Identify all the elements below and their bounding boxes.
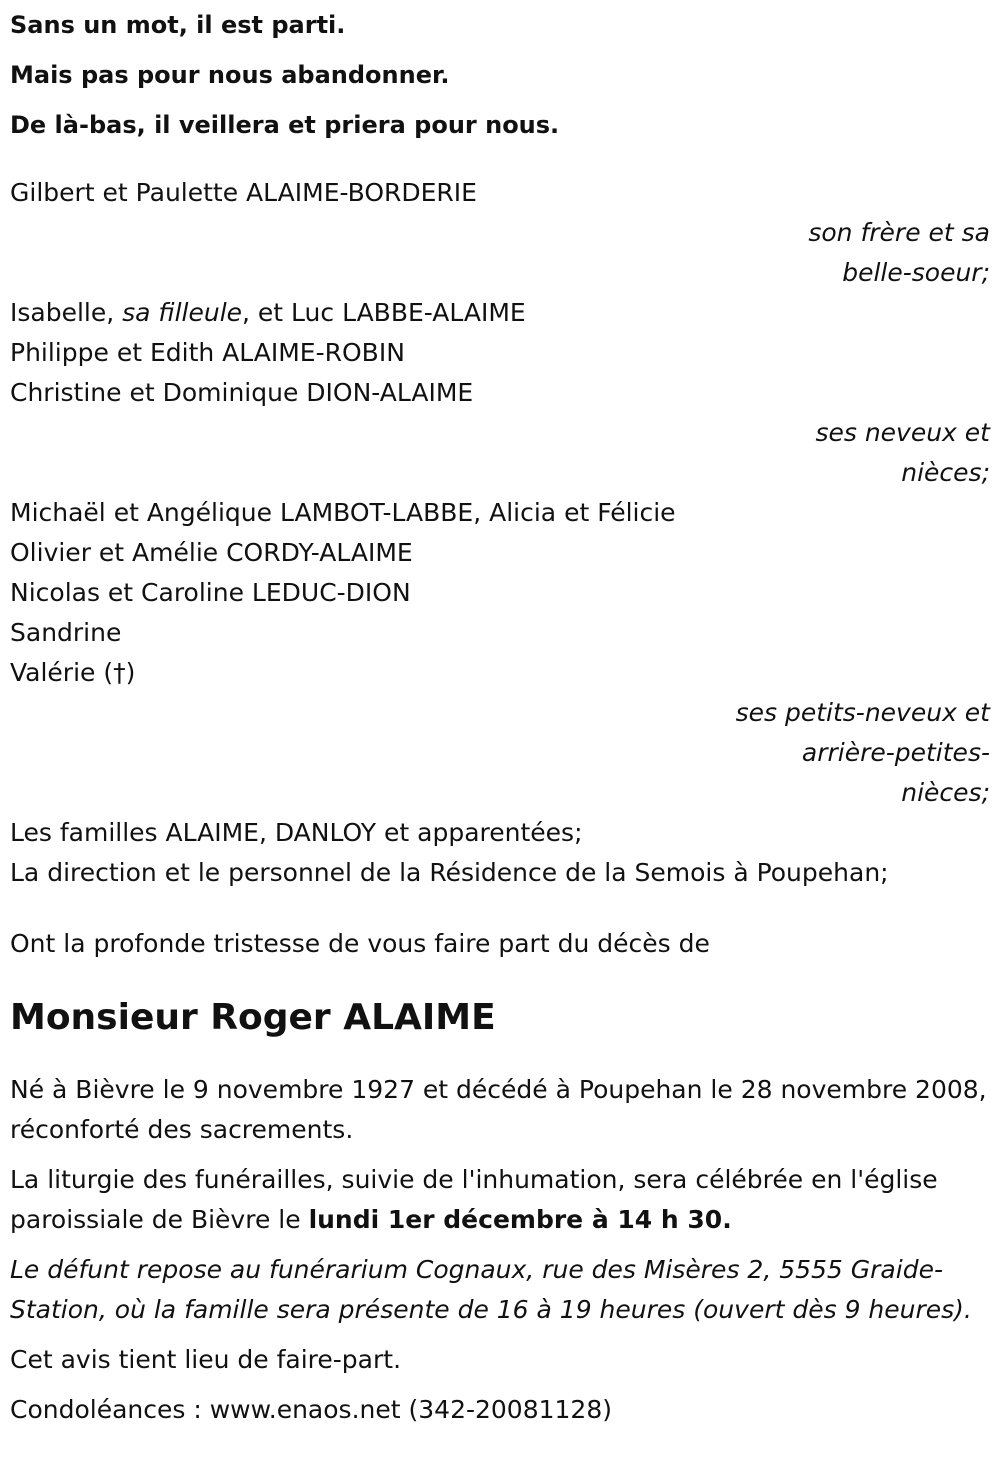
birth-death-info: Né à Bièvre le 9 novembre 1927 et décédé à Poupehan le 28 novembre 2008, réconforté des sacrements. (10, 1075, 987, 1144)
family-role: son frère et sa (808, 218, 990, 247)
announcement: Ont la profonde tristesse de vous faire part du décès de (10, 929, 710, 958)
obituary-notice (10, 0, 990, 1430)
family-role: ses petits-neveux et (735, 698, 990, 727)
funeral-text: La liturgie des funérailles, suivie de l'inhumation, sera célébrée en l'église paroissiale de Bièvre le (10, 1165, 938, 1234)
funeral-date: lundi 1er décembre à 14 h 30. (308, 1205, 732, 1234)
condolences-text: Condoléances : www.enaos.net (342-20081128) (10, 1395, 612, 1424)
family-role: arrière-petites- (801, 738, 990, 767)
family-others: La direction et le personnel de la Résidence de la Semois à Poupehan; (10, 858, 889, 887)
family-nephew: Philippe et Edith ALAIME-ROBIN (10, 338, 405, 367)
family-brother: Gilbert et Paulette ALAIME-BORDERIE (10, 178, 477, 207)
family-grand-nephew: Sandrine (10, 618, 122, 647)
rest-place-info: Le défunt repose au funérarium Cognaux, rue des Misères 2, 5555 Graide-Station, où la famille sera présente de 16 à 19 heures (ouvert dès 9 heures). (10, 1255, 972, 1324)
family-grand-nephew: Olivier et Amélie CORDY-ALAIME (10, 538, 413, 567)
poem-line: De là-bas, il veillera et priera pour nous. (10, 111, 560, 139)
poem (10, 0, 990, 150)
niece-rest: , et Luc LABBE-ALAIME (242, 298, 526, 327)
family-role: ses neveux et (815, 418, 990, 447)
funeral-info (10, 1160, 990, 1240)
family-grand-nephew: Michaël et Angélique LAMBOT-LABBE, Alicia et Félicie (10, 498, 676, 527)
niece-name: Isabelle, (10, 298, 115, 327)
deceased-name: Monsieur Roger ALAIME (10, 997, 496, 1038)
poem-line: Sans un mot, il est parti. (10, 11, 346, 39)
family-grand-nephew: Nicolas et Caroline LEDUC-DION (10, 578, 411, 607)
notice-text: Cet avis tient lieu de faire-part. (10, 1345, 402, 1374)
family-nephew: Christine et Dominique DION-ALAIME (10, 378, 474, 407)
family-grand-nephew: Valérie (†) (10, 658, 136, 687)
family-role: nièces; (901, 778, 990, 807)
family-niece-godchild (10, 293, 990, 333)
family-role: belle-soeur; (842, 258, 990, 287)
godchild-role: sa filleule (122, 298, 243, 327)
poem-line: Mais pas pour nous abandonner. (10, 61, 450, 89)
family-role: nièces; (901, 458, 990, 487)
family-others: Les familles ALAIME, DANLOY et apparentées; (10, 818, 583, 847)
family-list (10, 173, 990, 893)
